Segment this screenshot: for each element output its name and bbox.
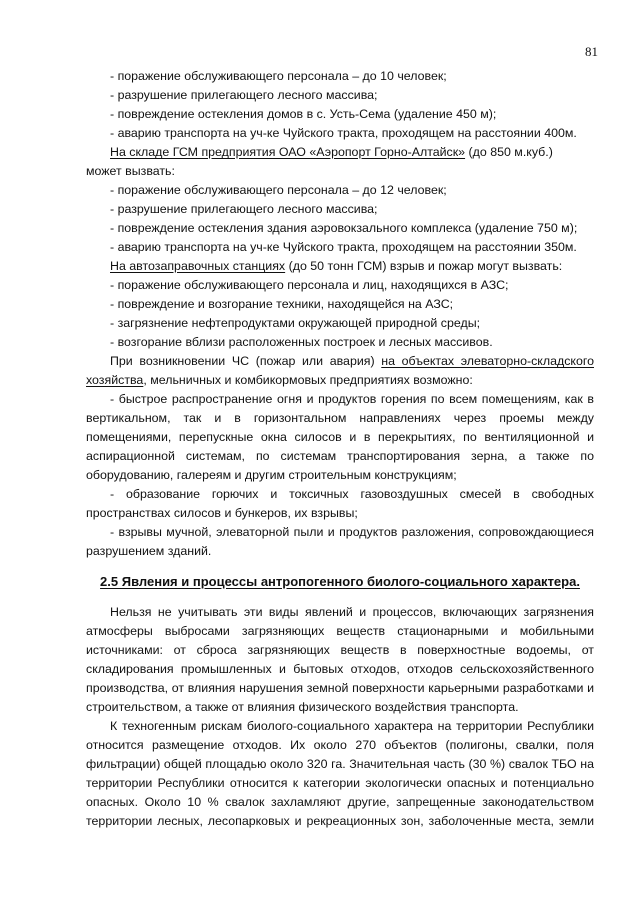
paragraph-block-hazards <box>86 67 594 561</box>
text-segment: - разрушение прилегающего лесного массива; <box>110 88 378 102</box>
underlined-text: хозяйства <box>86 373 144 387</box>
text-segment: источниками: от сброса загрязняющих веществ в поверхностные водоемы, от <box>86 643 594 657</box>
text-line <box>86 542 594 561</box>
text-segment: - поражение обслуживающего персонала – до 10 человек; <box>110 69 447 83</box>
text-line <box>86 523 594 542</box>
text-segment: К техногенным рискам биолого-социального характера на территории Республики <box>110 719 594 733</box>
text-segment: может вызвать: <box>86 164 175 178</box>
section-heading <box>86 572 594 592</box>
text-line <box>86 124 594 143</box>
text-line <box>86 641 594 660</box>
text-line <box>86 736 594 755</box>
text-segment: фильтрации) общей площадью около 320 га. Значительная часть (30 %) свалок ТБО на <box>86 757 594 771</box>
text-line <box>86 67 594 86</box>
text-segment: аспирационной системам, по системам транспортирования зерна, а также по <box>86 449 594 463</box>
text-line <box>86 622 594 641</box>
text-segment: вертикальном, так и в горизонтальном направлениях через проемы между <box>86 411 594 425</box>
text-segment: производства, от влияния нарушения земной поверхности карьерными разработками и <box>86 681 594 695</box>
text-segment: - повреждение и возгорание техники, находящейся на АЗС; <box>110 297 454 311</box>
text-line <box>86 660 594 679</box>
text-line <box>86 219 594 238</box>
underlined-text: На складе ГСМ предприятия ОАО «Аэропорт Горно-Алтайск» <box>110 145 466 159</box>
text-line <box>86 105 594 124</box>
text-segment: складирования промышленных и бытовых отходов, отходов сельскохозяйственного <box>86 662 594 676</box>
text-segment: - поражение обслуживающего персонала – до 12 человек; <box>110 183 447 197</box>
text-line <box>86 238 594 257</box>
text-line <box>86 295 594 314</box>
text-line <box>86 371 594 390</box>
text-line <box>86 447 594 466</box>
text-line <box>86 812 594 831</box>
text-line <box>86 485 594 504</box>
paragraph-block-biosocial <box>86 603 594 831</box>
text-segment: (до 50 тонн ГСМ) взрыв и пожар могут вызвать: <box>285 259 563 273</box>
text-segment: Нельзя не учитывать эти виды явлений и процессов, включающих загрязнения <box>110 605 594 619</box>
text-line <box>86 717 594 736</box>
text-segment: помещениями, перепускные окна силосов и в перекрытиях, по вентиляционной и <box>86 430 594 444</box>
text-segment: - аварию транспорта на уч-ке Чуйского тракта, проходящем на расстоянии 350м. <box>110 240 577 254</box>
text-segment: - загрязнение нефтепродуктами окружающей природной среды; <box>110 316 481 330</box>
text-line <box>86 390 594 409</box>
text-segment: атмосферы выбросами загрязняющих веществ стационарными и мобильными <box>86 624 594 638</box>
text-line <box>86 409 594 428</box>
text-segment: территории Республики относится к категории экологически опасных и потенциально <box>86 776 594 790</box>
text-line <box>86 257 594 276</box>
text-line <box>86 603 594 622</box>
text-line <box>86 333 594 352</box>
text-segment: строительством, а также от влияния физического воздействия транспорта. <box>86 700 519 714</box>
text-segment: - поражение обслуживающего персонала и лиц, находящихся в АЗС; <box>110 278 509 292</box>
document-body <box>86 67 594 831</box>
text-line <box>86 466 594 485</box>
text-line <box>86 200 594 219</box>
text-segment: , мельничных и комбикормовых предприятиях возможно: <box>143 373 473 387</box>
text-segment: При возникновении ЧС (пожар или авария) <box>110 354 382 368</box>
text-line <box>86 504 594 523</box>
text-segment: - повреждение остекления здания аэровокзального комплекса (удаление 750 м); <box>110 221 578 235</box>
text-segment: пространствах силосов и бункеров, их взрывы; <box>86 506 358 520</box>
text-line <box>86 755 594 774</box>
text-line <box>86 352 594 371</box>
text-segment: - взрывы мучной, элеваторной пыли и продуктов разложения, сопровождающиеся <box>110 525 594 539</box>
text-segment: разрушением зданий. <box>86 544 212 558</box>
section-heading-text: 2.5 Явления и процессы антропогенного биолого-социального характера. <box>100 574 580 589</box>
text-line <box>86 181 594 200</box>
text-segment: (до 850 м.куб.) <box>465 145 553 159</box>
text-line <box>86 162 594 181</box>
underlined-text: На автозаправочных станциях <box>110 259 286 273</box>
text-segment: - быстрое распространение огня и продуктов горения по всем помещениям, как в <box>110 392 594 406</box>
text-segment: - образование горючих и токсичных газовоздушных смесей в свободных <box>110 487 594 501</box>
text-line <box>86 428 594 447</box>
text-line <box>86 314 594 333</box>
text-segment: опасных. Около 10 % свалок захламляют другие, запрещенные законодательством <box>86 795 594 809</box>
text-line <box>86 698 594 717</box>
text-segment: - разрушение прилегающего лесного массива; <box>110 202 378 216</box>
text-line <box>86 679 594 698</box>
text-segment: - аварию транспорта на уч-ке Чуйского тракта, проходящем на расстоянии 400м. <box>110 126 577 140</box>
text-line <box>86 774 594 793</box>
text-segment: территории лесных, лесопарковых и рекреационных зон, заболоченные места, земли <box>86 814 594 828</box>
text-line <box>86 86 594 105</box>
page-number: 81 <box>585 44 598 59</box>
text-line <box>86 143 594 162</box>
text-segment: относится размещение отходов. Их около 270 объектов (полигоны, свалки, поля <box>86 738 594 752</box>
underlined-text: на объектах элеваторно-складского <box>381 354 594 368</box>
text-segment: оборудованию, галереям и другим строительным конструкциям; <box>86 468 457 482</box>
text-segment: - возгорание вблизи расположенных построек и лесных массивов. <box>110 335 493 349</box>
text-line <box>86 793 594 812</box>
text-segment: - повреждение остекления домов в с. Усть-Сема (удаление 450 м); <box>110 107 497 121</box>
text-line <box>86 276 594 295</box>
